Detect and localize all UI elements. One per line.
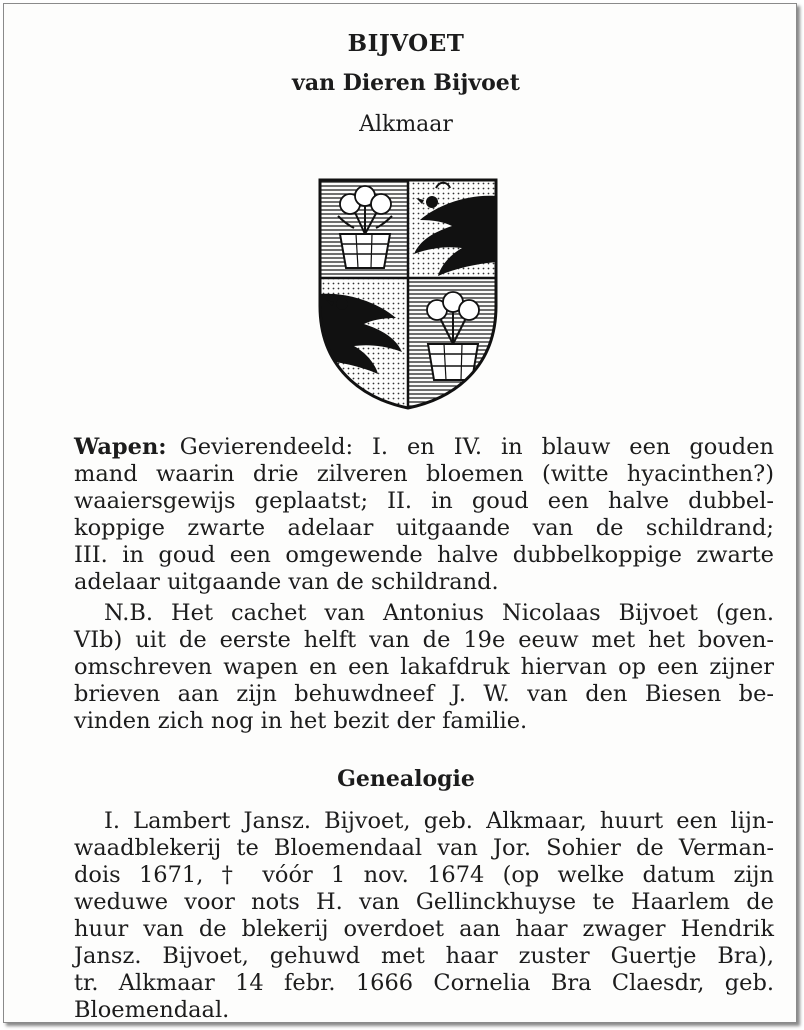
- wapen-line-3: waaiersgewijs geplaatst; II. in goud een halve dubbel-: [74, 488, 774, 514]
- place-name: Alkmaar: [359, 112, 453, 137]
- wapen-line-6: adelaar uitgaande van de schildrand.: [74, 569, 499, 595]
- gen-line-3: dois 1671, † vóór 1 nov. 1674 (op welke datum zijn: [74, 862, 774, 888]
- wapen-line-1: [74, 434, 774, 461]
- wapen-text-1: Gevierendeeld: I. en IV. in blauw een gouden: [179, 434, 774, 460]
- genealogie-heading: Genealogie: [337, 766, 475, 792]
- gen-line-7: tr. Alkmaar 14 febr. 1666 Cornelia Bra Claesdr, geb.: [74, 970, 774, 996]
- gen-line-4: weduwe voor nots H. van Gellinckhuyse te Haarlem de: [74, 889, 774, 915]
- gen-line-6: Jansz. Bijvoet, gehuwd met haar zuster Guertje Bra),: [74, 943, 774, 969]
- gen-line-8: Bloemendaal.: [74, 997, 230, 1023]
- page-title: BIJVOET: [347, 30, 465, 57]
- gen-line-1: I. Lambert Jansz. Bijvoet, geb. Alkmaar, huurt een lijn-: [104, 808, 774, 834]
- wapen-paragraph: [74, 434, 774, 596]
- coat-of-arms-icon: [316, 176, 500, 412]
- genealogie-paragraph: [74, 808, 774, 1023]
- nb-line-1: N.B. Het cachet van Antonius Nicolaas Bijvoet (gen.: [104, 600, 774, 626]
- nb-line-4: brieven aan zijn behuwdneef J. W. van den Biesen be-: [74, 681, 774, 707]
- wapen-line-5: III. in goud een omgewende halve dubbelkoppige zwarte: [74, 542, 774, 568]
- page-subtitle: van Dieren Bijvoet: [292, 70, 520, 96]
- gen-line-2: waadblekerij te Bloemendaal van Jor. Sohier de Verman-: [74, 835, 774, 861]
- gen-line-5: huur van de blekerij overdoet aan haar zwager Hendrik: [74, 916, 774, 942]
- wapen-line-2: mand waarin drie zilveren bloemen (witte hyacinthen?): [74, 461, 774, 487]
- nb-line-5: vinden zich nog in het bezit der familie.: [74, 708, 528, 734]
- nb-line-2: VIb) uit de eerste helft van de 19e eeuw met het boven-: [74, 627, 774, 653]
- nb-line-3: omschreven wapen en een lakafdruk hiervan op een zijner: [74, 654, 774, 680]
- page: [3, 3, 797, 1023]
- wapen-label: Wapen:: [74, 434, 167, 460]
- wapen-line-4: koppige zwarte adelaar uitgaande van de schildrand;: [74, 515, 774, 541]
- nb-paragraph: [74, 600, 774, 735]
